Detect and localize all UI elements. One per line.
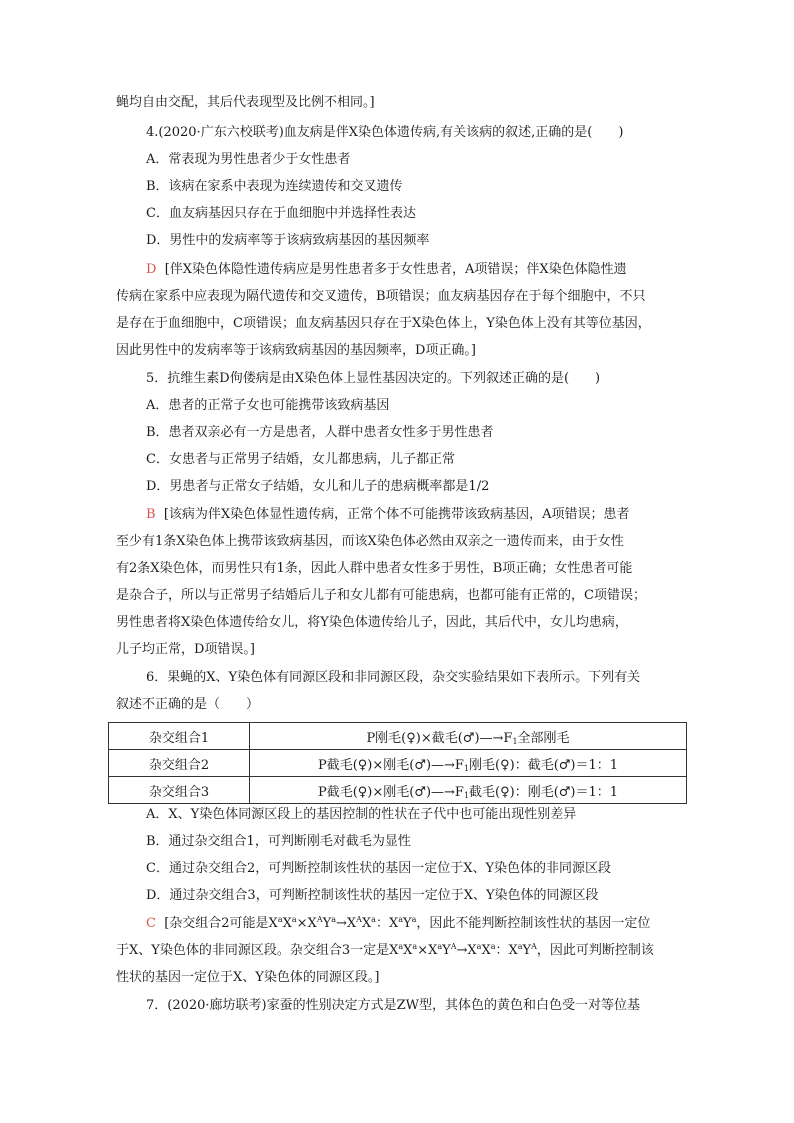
- q4-explanation-line: D [伴X染色体隐性遗传病应是男性患者多于女性患者，A项错误；伴X染色体隐性遗: [146, 262, 627, 277]
- cross-results-table: [108, 722, 687, 804]
- q4-explanation-line: 因此男性中的发病率等于该病致病基因的基因频率，D项正确。]: [116, 343, 476, 358]
- q6-explanation-line: 性状的基因一定位于X、Y染色体的同源区段。]: [116, 970, 380, 985]
- q6-option-a: A．X、Y染色体同源区段上的基因控制的性状在子代中也可能出现性别差异: [146, 807, 577, 822]
- question-5-stem: 5．抗维生素D佝偻病是由X染色体上显性基因决定的。下列叙述正确的是( ): [146, 371, 601, 386]
- q4-explanation-line: 是存在于血细胞中，C项错误；血友病基因只存在于X染色体上，Y染色体上没有其等位基因，: [116, 316, 651, 331]
- q4-option-a: A．常表现为男性患者少于女性患者: [146, 152, 351, 167]
- q5-explanation-line: 儿子均正常，D项错误。]: [116, 642, 255, 657]
- question-4-stem: 4.(2020·广东六校联考)血友病是伴X染色体遗传病,有关该病的叙述,正确的是( ): [146, 125, 624, 140]
- q4-explanation-line: 传病在家系中应表现为隔代遗传和交叉遗传，B项错误；血友病基因存在于每个细胞中，不只: [116, 289, 646, 304]
- question-6-stem: 叙述不正确的是（ ）: [116, 697, 260, 712]
- q5-explanation-line: 至少有1条X染色体上携带该致病基因，而该X染色体必然由双亲之一遗传而来，由于女性: [116, 534, 624, 549]
- q5-option-a: A．患者的正常子女也可能携带该致病基因: [146, 398, 390, 413]
- q6-option-c: C．通过杂交组合2，可判断控制该性状的基因一定位于X、Y染色体的非同源区段: [146, 861, 612, 876]
- q5-explanation-line: 是杂合子，所以与正常男子结婚后儿子和女儿都有可能患病，也都可能有正常的，C项错误；: [116, 588, 646, 603]
- q5-answer: B: [146, 507, 156, 522]
- table-row: [109, 750, 687, 777]
- table-cell: 杂交组合1: [109, 723, 250, 750]
- q4-option-c: C．血友病基因只存在于血细胞中并选择性表达: [146, 206, 416, 221]
- table-row: [109, 777, 687, 804]
- q4-option-b: B．该病在家系中表现为连续遗传和交叉遗传: [146, 179, 403, 194]
- q4-answer: D: [146, 262, 157, 277]
- q5-option-c: C．女患者与正常男子结婚，女儿都患病，儿子都正常: [146, 452, 455, 467]
- q5-explanation-line: 男性患者将X染色体遗传给女儿，将Y染色体遗传给儿子，因此，其后代中，女儿均患病，: [116, 615, 628, 630]
- q6-option-b: B．通过杂交组合1，可判断刚毛对截毛为显性: [146, 834, 411, 849]
- table-cell: P截毛(♀)×刚毛$(♂)—\to F_1$刚毛(♀)：截毛(♂)＝1：1: [250, 750, 687, 777]
- paragraph-line: 蝇均自由交配，其后代表现型及比例不相同。]: [116, 95, 375, 110]
- q5-option-d: D．男患者与正常女子结婚，女儿和儿子的患病概率都是1/2: [146, 479, 490, 494]
- table-cell: P截毛(♀)×刚毛$(♂)—\to F_1$截毛(♀)：刚毛(♂)＝1：1: [250, 777, 687, 804]
- q5-explanation-line: 有2条X染色体，而男性只有1条，因此人群中患者女性多于男性，B项正确；女性患者可能: [116, 561, 633, 576]
- q5-explanation-line: B [该病为伴X染色体显性遗传病，正常个体不可能携带该致病基因，A项错误；患者: [146, 507, 630, 522]
- question-7-stem: 7．(2020·廊坊联考)家蚕的性别决定方式是ZW型，其体色的黄色和白色受一对等位基: [146, 998, 641, 1013]
- question-6-stem: 6．果蝇的X、Y染色体有同源区段和非同源区段，杂交实验结果如下表所示。下列有关: [146, 670, 641, 685]
- q6-explanation-line: 于X、Y染色体的非同源区段。杂交组合3一定是$X^aX^a\times X^aY^A\to X^aX^a$：$X^aY^A$，因此可判断控制该: [116, 942, 654, 958]
- q6-option-d: D．通过杂交组合3，可判断控制该性状的基因一定位于X、Y染色体的同源区段: [146, 888, 599, 903]
- table-cell: P刚毛(♀)×截毛$(♂)—\to F_1$全部刚毛: [250, 723, 687, 750]
- table-row: [109, 723, 687, 750]
- table-cell: 杂交组合3: [109, 777, 250, 804]
- q5-option-b: B．患者双亲必有一方是患者，人群中患者女性多于男性患者: [146, 425, 494, 440]
- q4-option-d: D．男性中的发病率等于该病致病基因的基因频率: [146, 233, 430, 248]
- q6-answer: C: [146, 916, 156, 931]
- q6-explanation-line: C [杂交组合2可能是$X^aX^a\times X^AY^a\to X^AX^a$：$X^aY^a$，因此不能判断控制该性状的基因一定位: [146, 915, 651, 931]
- table-cell: 杂交组合2: [109, 750, 250, 777]
